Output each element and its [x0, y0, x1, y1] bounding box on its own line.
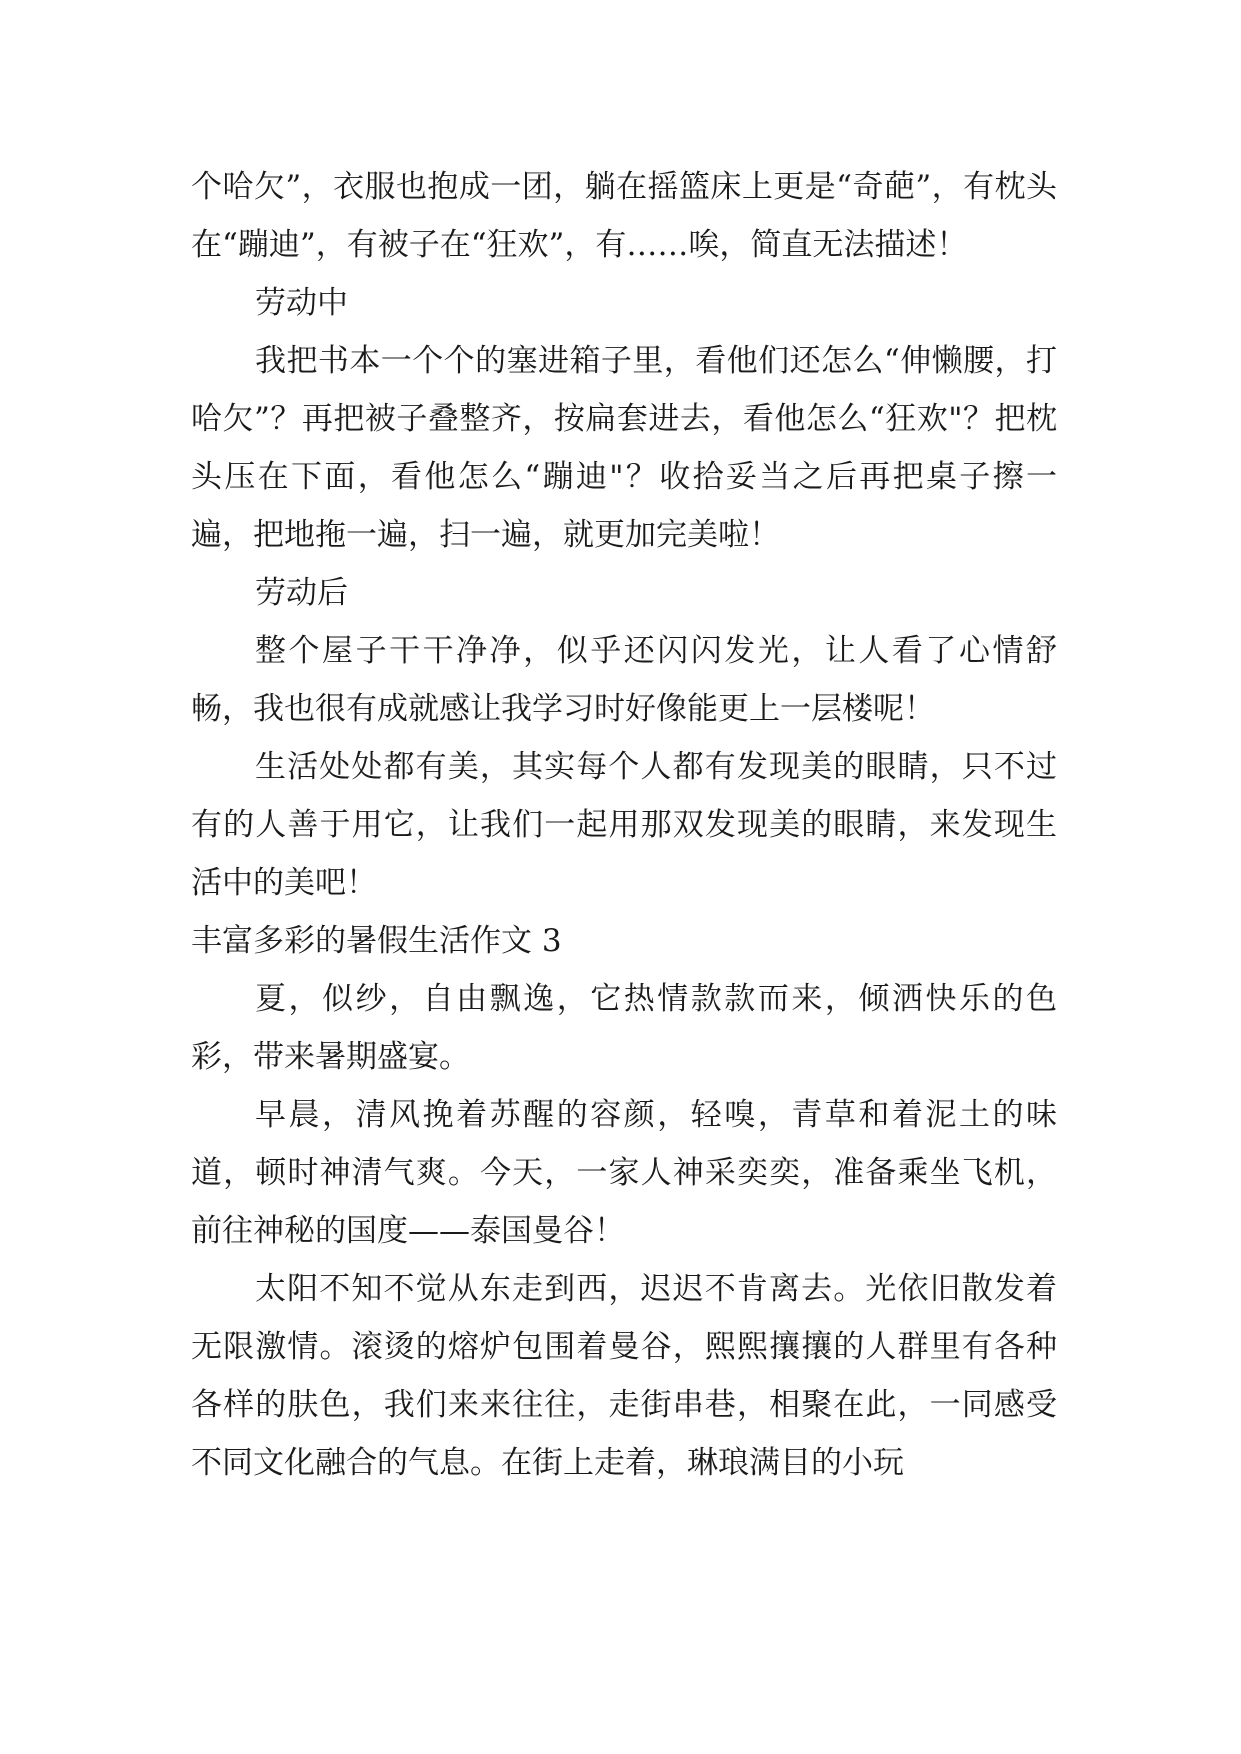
- paragraph: 夏，似纱，自由飘逸，它热情款款而来，倾洒快乐的色彩，带来暑期盛宴。: [191, 981, 1057, 1075]
- paragraph: 太阳不知不觉从东走到西，迟迟不肯离去。光依旧散发着无限激情。滚烫的熔炉包围着曼谷，熙熙攘攘的人群里有各种各样的肤色，我们来来往往，走街串巷，相聚在此，一同感受不同文化融合的气息。在街上走着，琳琅满目的小玩: [191, 1271, 1057, 1481]
- paragraph: 我把书本一个个的塞进箱子里，看他们还怎么“伸懒腰，打哈欠”？再把被子叠整齐，按扁套进去，看他怎么“狂欢"？把枕头压在下面，看他怎么“蹦迪"？收拾妥当之后再把桌子擦一遍，把地拖一遍，扫一遍，就更加完美啦！: [191, 343, 1057, 553]
- document-body: [191, 158, 1057, 1492]
- paragraph: 整个屋子干干净净，似乎还闪闪发光，让人看了心情舒畅，我也很有成就感让我学习时好像能更上一层楼呢！: [191, 633, 1057, 727]
- section-subheading: 劳动后: [255, 575, 348, 611]
- paragraph: 个哈欠”，衣服也抱成一团，躺在摇篮床上更是“奇葩”，有枕头在“蹦迪”，有被子在“狂欢”，有……唉，简直无法描述！: [191, 169, 1057, 263]
- paragraph: 生活处处都有美，其实每个人都有发现美的眼睛，只不过有的人善于用它，让我们一起用那双发现美的眼睛，来发现生活中的美吧！: [191, 749, 1057, 901]
- section-subheading: 劳动中: [255, 285, 348, 321]
- essay-title: 丰富多彩的暑假生活作文 3: [191, 923, 562, 959]
- paragraph: 早晨，清风挽着苏醒的容颜，轻嗅，青草和着泥土的味道，顿时神清气爽。今天，一家人神采奕奕，准备乘坐飞机，前往神秘的国度——泰国曼谷！: [191, 1097, 1057, 1249]
